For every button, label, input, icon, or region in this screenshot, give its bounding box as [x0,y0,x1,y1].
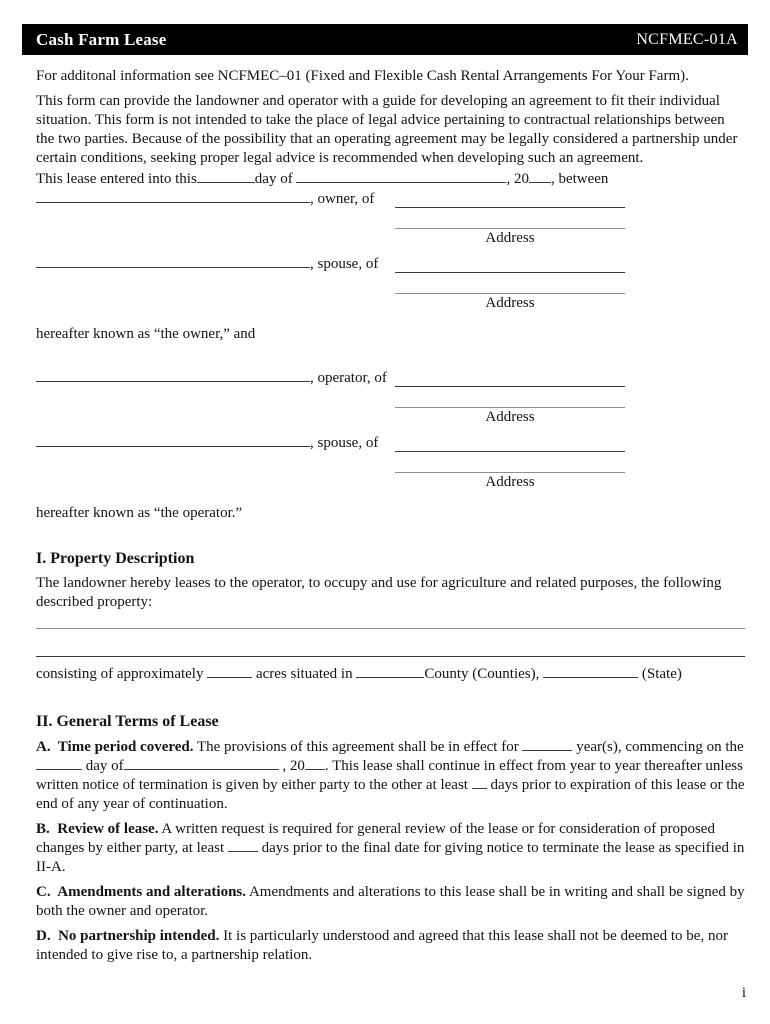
operator-name-row [36,368,745,387]
owner-name-row [36,189,745,208]
years-count-field[interactable] [522,738,572,751]
clause-a-text-3: day of [82,758,124,774]
clause-a-text-2: year(s), commencing on the [572,739,744,755]
lease-day-field[interactable] [197,170,255,183]
lease-line-text-1: This lease entered into this [36,171,197,187]
address-label: Address [485,230,535,246]
owner-spouse-address-field-1[interactable] [395,255,625,273]
section-1-heading: I. Property Description [36,550,195,567]
page-number: i [741,985,746,1001]
property-description-field-2[interactable] [36,656,745,657]
commence-day-field[interactable] [36,757,82,770]
hereafter-owner-text: hereafter known as “the owner,” and [36,326,256,342]
clause-a-text-4: , 20 [278,758,305,774]
operator-spouse-name-row [36,433,745,452]
reference-note: For additonal information see NCFMEC–01 (Fixed and Flexible Cash Rental Arrangements For Your Farm). [36,68,689,84]
owner-address-field-2[interactable] [395,208,625,229]
party-operator-block [36,368,745,427]
owner-name-field[interactable] [36,190,310,203]
consisting-text-2: acres situated in [252,666,357,682]
lease-line-text-2: day of [254,171,297,187]
consisting-line [36,665,745,684]
section-1-body: The landowner hereby leases to the operator, to occupy and use for agriculture and related purposes, the following described property: [36,575,722,610]
consisting-text-4: (State) [638,666,682,682]
clause-b-title: B. Review of lease. [36,821,159,837]
acres-field[interactable] [207,665,252,678]
party-operator-spouse-block [36,433,745,492]
form-code: NCFMEC-01A [636,30,738,48]
consisting-text-3: County (Counties), [424,666,544,682]
operator-label: , operator, of [310,370,387,386]
commence-year-field[interactable] [305,757,325,770]
address-label: Address [485,474,535,490]
form-body [36,67,745,965]
operator-spouse-address-field-2[interactable] [395,452,625,473]
review-days-field[interactable] [228,839,258,852]
clause-d-text-1: It is particularly understood and agreed that this lease shall not be deemed to be, nor intended to give rise to, a partnership relation. [36,928,728,963]
clause-time-period [36,738,745,814]
property-description-field-1[interactable] [36,628,745,629]
clause-a-text-6: days prior to expiration of this lease or the end of any year of continuation. [36,777,745,812]
lease-line-text-4: , between [550,171,609,187]
address-label: Address [485,409,535,425]
lease-month-field[interactable] [296,170,506,183]
clause-a-title: A. Time period covered. [36,739,194,755]
form-title-bar [22,24,748,55]
owner-label: , owner, of [310,191,375,207]
lease-entered-line [36,170,745,189]
commence-month-field[interactable] [124,757,279,770]
operator-spouse-address-field-1[interactable] [395,434,625,452]
address-label: Address [485,295,535,311]
clause-review-of-lease [36,820,745,877]
operator-spouse-label: , spouse, of [310,435,379,451]
clause-a-text-5: . This lease shall continue in effect from year to year thereafter unless written notice of termination is given by either party to the other at least [36,758,743,793]
county-field[interactable] [356,665,424,678]
clause-b-text-2: days prior to the final date for giving notice to terminate the lease as specified in II-A. [36,840,745,875]
owner-address-field-1[interactable] [395,190,625,208]
termination-days-field[interactable] [472,776,487,789]
form-title: Cash Farm Lease [36,29,167,49]
clause-d-title: D. No partnership intended. [36,928,220,944]
party-owner-spouse-block [36,254,745,313]
consisting-text-1: consisting of approximately [36,666,208,682]
owner-spouse-address-field-2[interactable] [395,273,625,294]
party-owner-block [36,189,745,248]
operator-address-field-1[interactable] [395,369,625,387]
section-2-heading: II. General Terms of Lease [36,713,219,730]
lease-year-field[interactable] [529,170,551,183]
operator-name-field[interactable] [36,369,310,382]
state-field[interactable] [543,665,638,678]
operator-spouse-name-field[interactable] [36,434,310,447]
lease-line-text-3: , 20 [506,171,529,187]
hereafter-operator-text: hereafter known as “the operator.” [36,505,243,521]
owner-spouse-name-row [36,254,745,273]
operator-address-field-2[interactable] [395,387,625,408]
clause-a-text-1: The provisions of this agreement shall be in effect for [193,739,523,755]
clause-b-text-1: A written request is required for general review of the lease or for consideration of proposed changes by either party, at least [36,821,715,856]
clause-c-title: C. Amendments and alterations. [36,884,247,900]
clause-amendments [36,883,745,921]
clause-c-text-1: Amendments and alterations to this lease shall be in writing and shall be signed by both the owner and operator. [36,884,745,919]
owner-spouse-label: , spouse, of [310,256,379,272]
clause-no-partnership [36,927,745,965]
owner-spouse-name-field[interactable] [36,255,310,268]
intro-paragraph: This form can provide the landowner and operator with a guide for developing an agreement to fit their individual situation. This form is not intended to take the place of legal advice pertaining to contractual relationships between the two parties. Because of the possibility that an operating agreement may be legally considered a partnership under certain conditions, seeking proper legal advice is recommended when developing such an agreement. [36,93,738,166]
